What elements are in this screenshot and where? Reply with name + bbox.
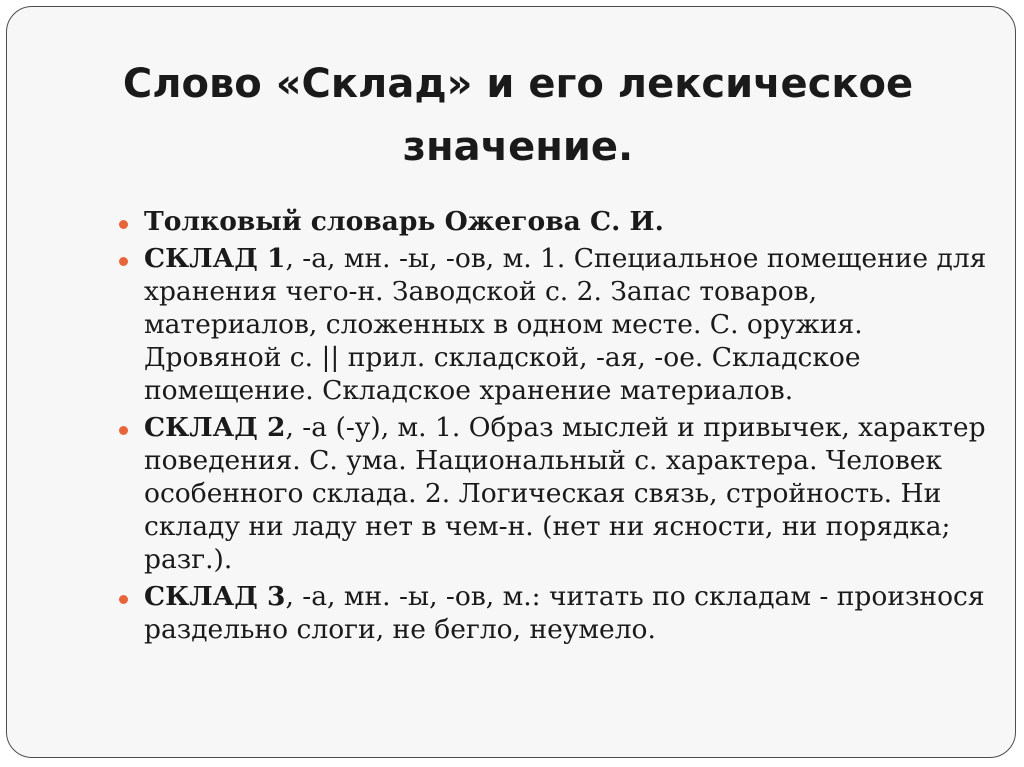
- slide-title-line-1: Слово «Склад» и его лексическое: [122, 61, 914, 107]
- entry-text: , -а, мн. -ы, -ов, м. 1. Специальное помещение для хранения чего-н. Заводской с. 2. Запас товаров, материалов, сложенных в одном месте. С. оружия. Дровяной с. || прил. складской, -ая, -ое. Складское помещение. Складское хранение материалов.: [144, 243, 987, 406]
- slide-title: [7, 53, 1016, 179]
- list-item-sklad-1: [119, 242, 989, 407]
- list-item-dictionary-source: [119, 205, 989, 238]
- slide: [6, 6, 1016, 758]
- list-item-sklad-3: [119, 580, 989, 646]
- entry-text: , -а (-у), м. 1. Образ мыслей и привычек, характер поведения. С. ума. Национальный с. характера. Человек особенного склада. 2. Логическая связь, стройность. Ни складу ни ладу нет в чем-н. (нет ни ясности, ни порядка; разг.).: [144, 412, 986, 575]
- entry-head: СКЛАД 3: [144, 581, 286, 612]
- slide-title-line-2: значение.: [402, 124, 634, 170]
- entry-text: , -а, мн. -ы, -ов, м.: читать по складам - произнося раздельно слоги, не бегло, неумело.: [144, 581, 985, 645]
- entry-head: СКЛАД 1: [144, 243, 286, 274]
- entry-head: Толковый словарь Ожегова С. И.: [144, 206, 664, 237]
- entry-head: СКЛАД 2: [144, 412, 286, 443]
- bullet-icon: [119, 257, 128, 266]
- bullet-icon: [119, 426, 128, 435]
- bullet-icon: [119, 595, 128, 604]
- dictionary-entries-list: [119, 205, 989, 650]
- list-item-sklad-2: [119, 411, 989, 576]
- bullet-icon: [119, 220, 128, 229]
